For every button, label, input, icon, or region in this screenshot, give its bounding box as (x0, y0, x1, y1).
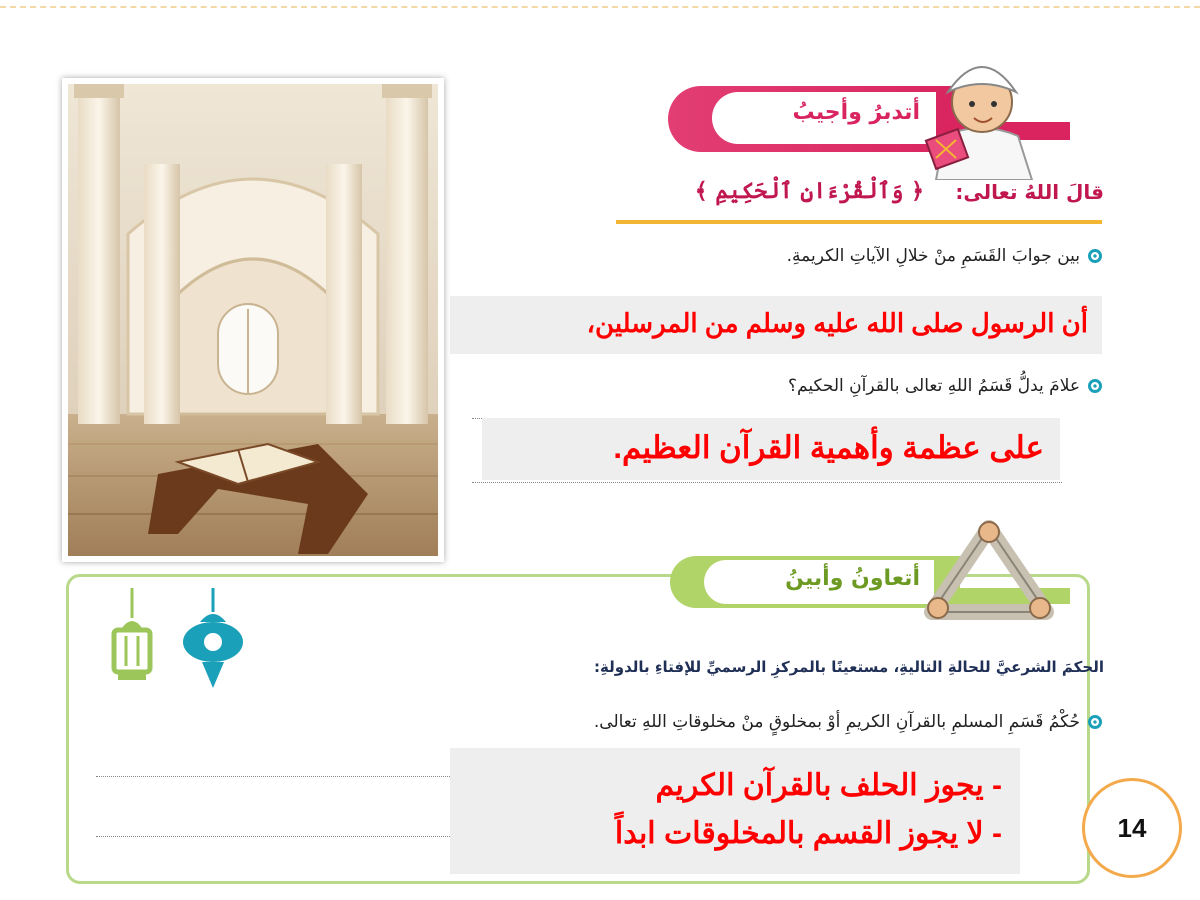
answer-line (96, 776, 456, 777)
question-2-text: علامَ يدلُّ قَسَمُ اللهِ تعالى بالقرآنِ الحكيم؟ (788, 376, 1080, 396)
verse-text: ﴿ وَٱلْقُرْءَانِ ٱلْحَكِيمِ ﴾ (694, 178, 924, 204)
lantern-icon (104, 588, 160, 688)
reading-boy-illustration (916, 40, 1046, 180)
answer-1: أن الرسول صلى الله عليه وسلم من المرسلين، (450, 296, 1102, 354)
answer-line (472, 482, 1062, 483)
answer-3-line-1: - يجوز الحلف بالقرآن الكريم (655, 769, 1002, 802)
top-dashed-border (0, 6, 1200, 8)
question-1-text: بين جوابَ القَسَمِ منْ خلالِ الآياتِ الكريمةِ. (786, 246, 1080, 266)
question-3-text: حُكْمُ قَسَمِ المسلمِ بالقرآنِ الكريمِ أوْ بمخلوقٍ منْ مخلوقاتِ اللهِ تعالى. (593, 712, 1080, 732)
page-number-badge (1082, 778, 1182, 878)
circle-bullet-icon (1088, 249, 1102, 263)
lantern-icon (180, 588, 246, 692)
answer-3 (450, 748, 1020, 874)
section1-title: أتدبرُ وأجيبُ (792, 100, 920, 125)
circle-bullet-icon (1088, 379, 1102, 393)
question-2 (502, 376, 1102, 396)
answer-line (96, 836, 456, 837)
question-3 (342, 712, 1102, 732)
answer-3-line-2: - لا يجوز القسم بالمخلوقات ابداً (614, 817, 1002, 850)
joined-hands-illustration (924, 520, 1054, 620)
circle-bullet-icon (1088, 715, 1102, 729)
section2-instruction: الحكمَ الشرعيَّ للحالةِ التاليةِ، مستعينًا بالمركزِ الرسميِّ للإفتاءِ بالدولةِ: (594, 658, 1104, 676)
mosque-quran-photo (62, 78, 444, 562)
question-1 (602, 246, 1102, 266)
verse-line (604, 176, 1104, 216)
verse-intro: قالَ اللهُ تعالى: (955, 180, 1104, 204)
page-number: 14 (1117, 813, 1147, 843)
section2-title: أتعاونُ وأبينُ (785, 566, 920, 591)
answer-2: على عظمة وأهمية القرآن العظيم. (482, 418, 1060, 480)
gold-divider (616, 220, 1102, 224)
